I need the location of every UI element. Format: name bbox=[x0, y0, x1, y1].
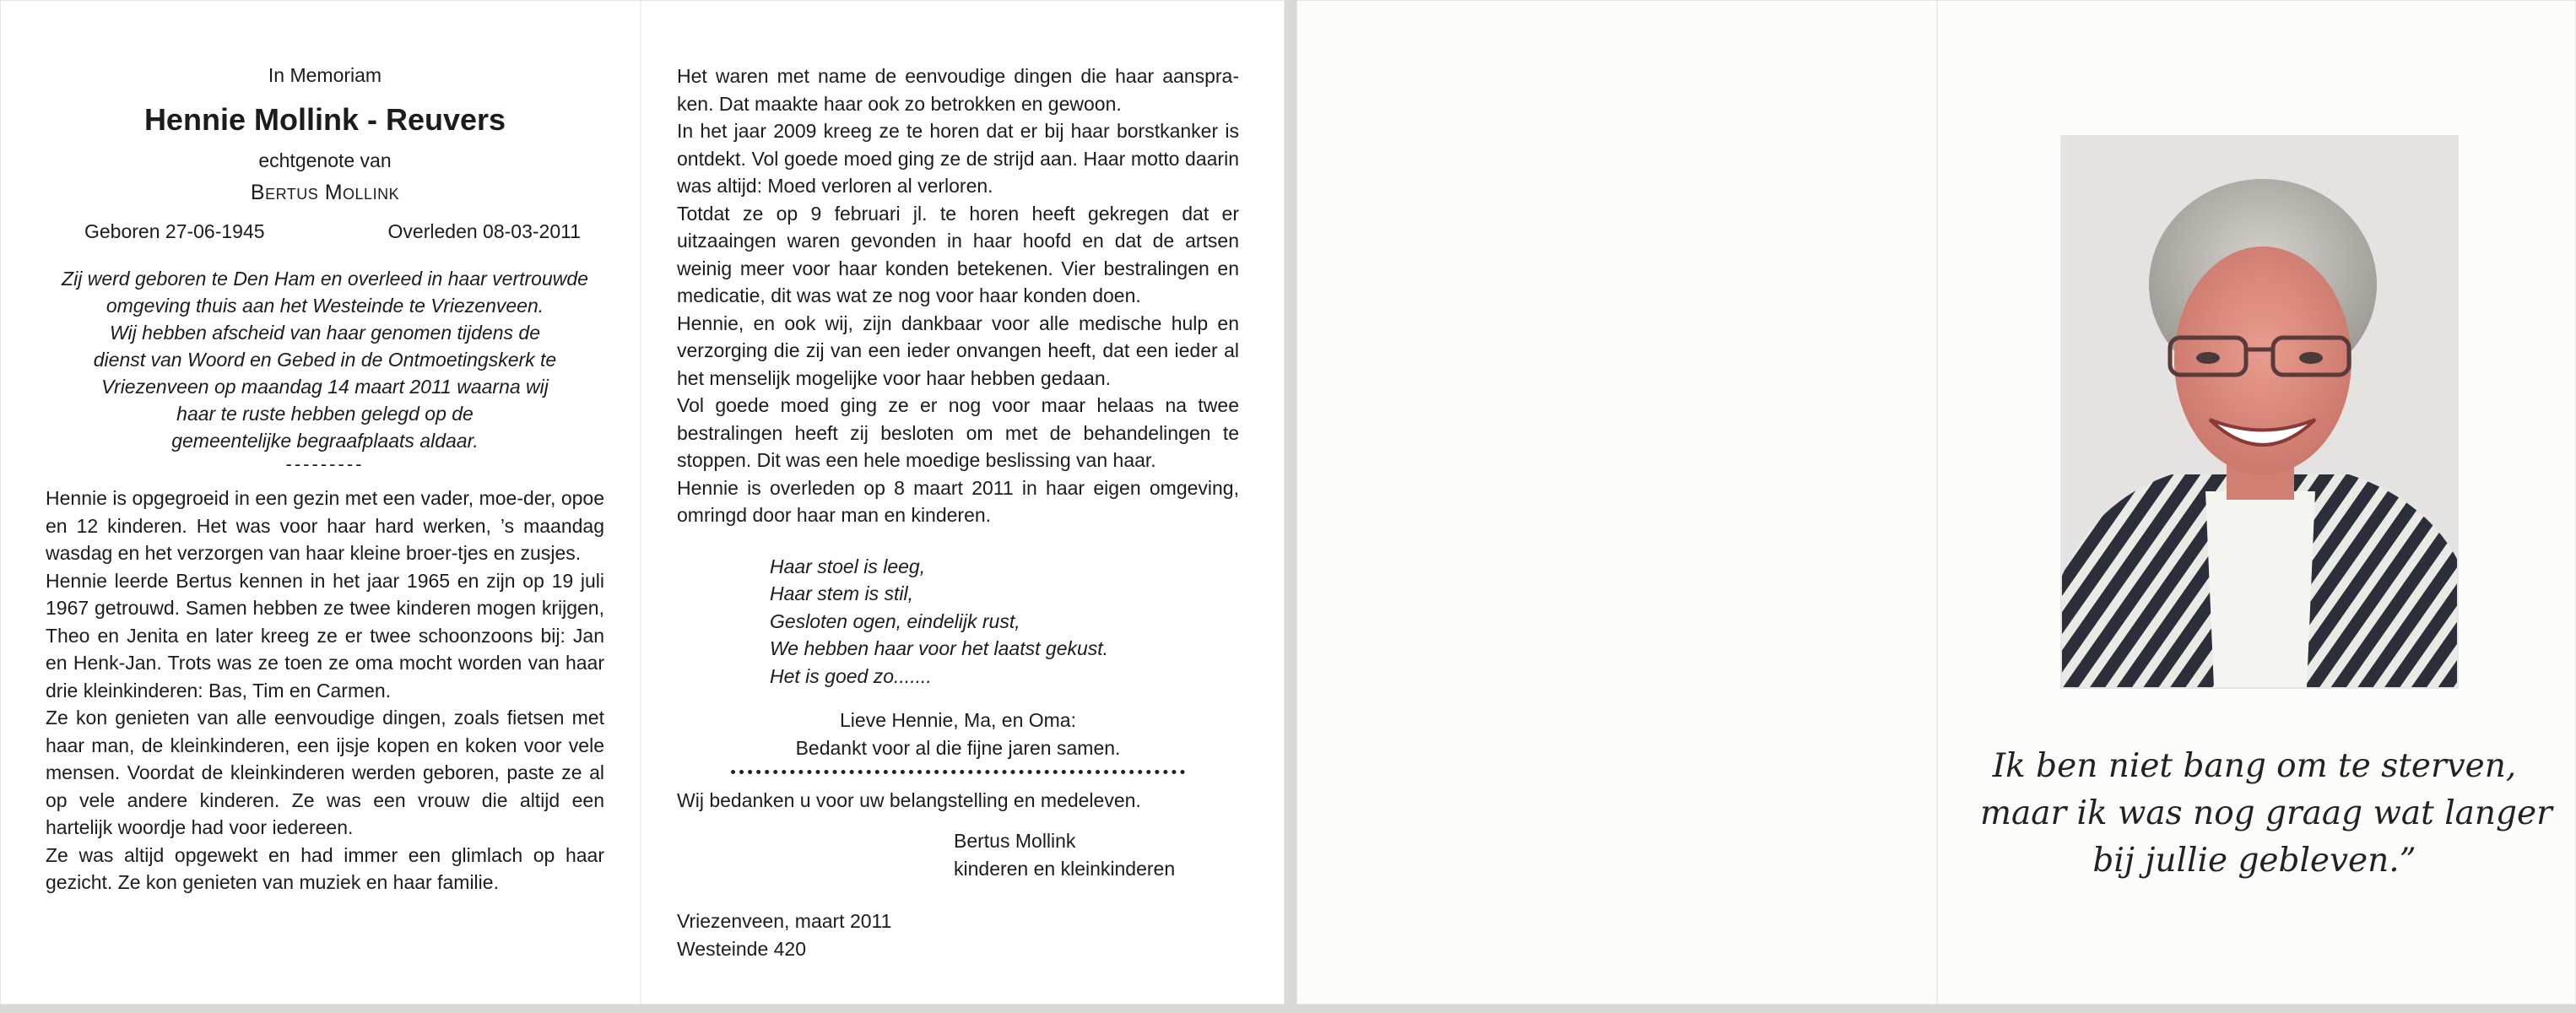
dotted-divider bbox=[731, 770, 1185, 774]
bio-paragraph: Hennie leerde Bertus kennen in het jaar 1965 en zijn op 19 juli 1967 getrouwd. Samen hebben ze twee kinderen mogen krijgen, Theo en Jenita en later kreeg ze er twee schoonzoons bij: Jan en Henk-Jan. Trots was ze toen ze oma mocht worden van haar drie kleinkinderen: Bas, Tim en Carmen. bbox=[46, 569, 604, 702]
card-fold bbox=[1936, 0, 1938, 1005]
quote-line: bij jullie gebleven.” bbox=[2092, 842, 2416, 880]
signature bbox=[954, 827, 1239, 882]
story-paragraph: In het jaar 2009 kreeg ze te horen dat er bij haar borstkanker is ontdekt. Vol goede moed ging ze de strijd aan. Haar motto daarin was altijd: Moed verloren al verloren. bbox=[677, 120, 1239, 197]
life-dates bbox=[46, 220, 604, 243]
left-column bbox=[46, 0, 604, 897]
farewell bbox=[677, 707, 1239, 761]
memoriam-heading: In Memoriam bbox=[268, 64, 382, 86]
farewell-line: Lieve Hennie, Ma, en Oma: bbox=[840, 709, 1076, 731]
separator: --------- bbox=[285, 453, 365, 474]
place-date: Vriezenveen, maart 2011 bbox=[677, 910, 892, 932]
poem-line: Haar stem is stil, bbox=[770, 582, 913, 604]
card-fold bbox=[640, 0, 641, 1005]
quote-line: Ik ben niet bang om te sterven, bbox=[1992, 747, 2517, 785]
death-date: Overleden 08-03-2011 bbox=[387, 220, 581, 242]
portrait-photo bbox=[2060, 135, 2459, 689]
signature-line: kinderen en kleinkinderen bbox=[954, 857, 1176, 880]
bio-paragraph: Ze kon genieten van alle eenvoudige dingen, zoals fietsen met haar man, de kleinkinderen, een ijsje kopen en koken voor vele mensen. Voordat de kleinkinderen werden geboren, paste ze al op vele andere kinderen. Ze was een vrouw die altijd een hartelijk woordje had voor iedereen. bbox=[46, 707, 604, 838]
deceased-name: Hennie Mollink - Reuvers bbox=[143, 102, 506, 137]
story-paragraph: Vol goede moed ging ze er nog voor maar helaas na twee bestralingen heeft zij besloten om met de behandelingen te stoppen. Dit was een hele moedige beslissing van haar. bbox=[677, 394, 1239, 471]
thanks-text: Wij bedanken u voor uw belangstelling en medeleven. bbox=[677, 789, 1141, 811]
address: Westeinde 420 bbox=[677, 937, 807, 960]
bio-paragraph: Ze was altijd opgewekt en had immer een glimlach op haar gezicht. Ze kon genieten van muziek en haar familie. bbox=[46, 843, 604, 893]
story-text bbox=[677, 62, 1239, 529]
outside-spread bbox=[1296, 0, 2576, 1005]
poem bbox=[770, 553, 1239, 691]
story-paragraph: Hennie, en ook wij, zijn dankbaar voor alle medische hulp en verzorging die zij van een ieder onvangen heeft, dat een ieder al het menselijk mogelijke voor haar hebben gedaan. bbox=[677, 311, 1239, 389]
quote-line: maar ik was nog graag wat langer bbox=[1980, 794, 2552, 832]
inside-spread bbox=[0, 0, 1285, 1005]
story-paragraph: Hennie is overleden op 8 maart 2011 in haar eigen omgeving, omringd door haar man en kinderen. bbox=[677, 476, 1239, 526]
funeral-intro: Zij werd geboren te Den Ham en overleed in haar vertrouwde omgeving thuis aan het Westeinde te Vriezenveen. Wij hebben afscheid van haar genomen tijdens de dienst van Woord en Gebed in de Ontmoetingskerk te Vriezenveen op maandag 14 maart 2011 waarna wij haar te ruste hebben gelegd op de gemeentelijke begraafplaats aldaar. bbox=[62, 268, 588, 452]
place-address bbox=[677, 907, 1239, 962]
closing-quote bbox=[1980, 743, 2552, 885]
poem-line: Haar stoel is leeg, bbox=[770, 555, 926, 577]
birth-date: Geboren 27-06-1945 bbox=[84, 220, 265, 242]
spouse-intro: echtgenote van bbox=[258, 149, 392, 171]
story-paragraph: Totdat ze op 9 februari jl. te horen heeft gekregen dat er uitzaaingen waren gevonden in haar hoofd en dat de artsen weinig meer voor haar konden betekenen. Vier bestralingen en medicatie, dit was wat ze nog voor haar konden doen. bbox=[677, 202, 1239, 306]
bio-paragraph: Hennie is opgegroeid in een gezin met een vader, moe-der, opoe en 12 kinderen. Het was voor haar hard werken, ’s maandag wasdag en het verzorgen van haar kleine broer-tjes en zusjes. bbox=[46, 487, 604, 564]
spouse-name: Bertus Mollink bbox=[250, 181, 400, 204]
right-column bbox=[677, 0, 1239, 962]
poem-line: Gesloten ogen, eindelijk rust, bbox=[770, 609, 1020, 632]
poem-line: Het is goed zo....... bbox=[770, 664, 932, 687]
farewell-line: Bedankt voor al die fijne jaren samen. bbox=[795, 736, 1121, 759]
poem-line: We hebben haar voor het laatst gekust. bbox=[770, 637, 1109, 659]
story-paragraph: Het waren met name de eenvoudige dingen die haar aanspra-ken. Dat maakte haar ook zo betrokken en gewoon. bbox=[677, 65, 1239, 115]
signature-line: Bertus Mollink bbox=[954, 830, 1076, 852]
biography bbox=[46, 485, 604, 897]
